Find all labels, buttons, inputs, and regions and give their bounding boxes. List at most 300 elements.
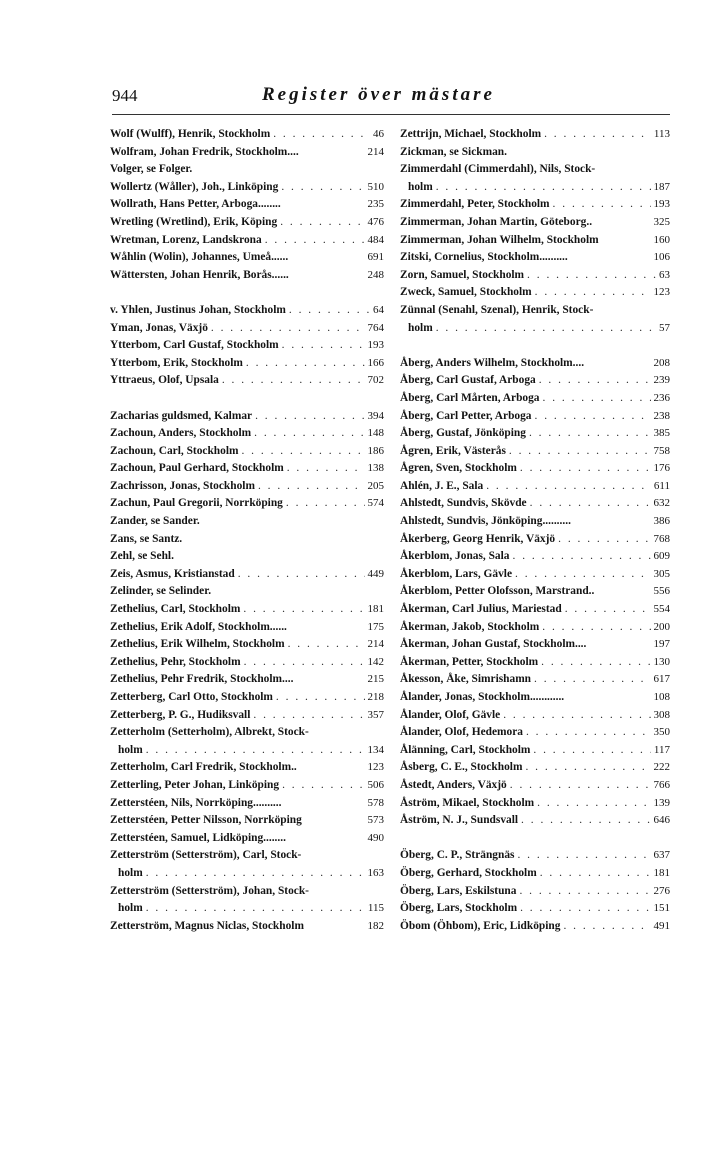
register-entry (110, 161, 384, 179)
entry-page-number: 766 (653, 778, 670, 791)
register-entry (400, 795, 670, 813)
entry-page-number: 305 (653, 567, 670, 580)
entry-name: Zimmerman, Johan Martin, Göteborg.. (400, 215, 593, 228)
dot-leader (258, 478, 365, 496)
entry-name: Ålander, Olof, Hedemora (400, 726, 523, 739)
entry-page-number: 556 (653, 585, 670, 598)
dot-leader (253, 707, 364, 725)
register-entry (110, 654, 384, 672)
dot-leader (146, 865, 365, 883)
entry-page-number: 208 (653, 356, 670, 369)
dot-leader (530, 495, 651, 513)
entry-page-number: 151 (653, 902, 670, 915)
dot-leader (146, 900, 365, 918)
dot-leader (535, 284, 651, 302)
register-entry (400, 443, 670, 461)
entry-page-number: 235 (367, 198, 384, 211)
entry-name: Zimmerdahl, Peter, Stockholm (400, 198, 550, 211)
register-entry (400, 601, 670, 619)
entry-page-number: 108 (653, 691, 670, 703)
dot-leader (565, 601, 651, 619)
entry-page-number: 394 (367, 409, 384, 422)
entry-name: Ågren, Erik, Västerås (400, 444, 506, 457)
entry-name: Wåhlin (Wolin), Johannes, Umeå...... (110, 251, 289, 264)
entry-page-number: 484 (367, 233, 384, 246)
register-entry (400, 847, 670, 865)
register-entry (110, 847, 384, 882)
entry-name: Zetterberg, P. G., Hudiksvall (110, 708, 251, 721)
entry-name: Zetterholm (Setterholm), Albrekt, Stock- (110, 726, 309, 739)
entry-page-number: 142 (367, 655, 384, 668)
dot-leader (527, 267, 656, 285)
entry-page-number: 163 (367, 866, 384, 879)
register-entry (110, 671, 384, 689)
dot-leader (281, 179, 364, 197)
dot-leader (519, 883, 650, 901)
entry-page-number: 490 (367, 831, 384, 844)
dot-leader (509, 443, 651, 461)
dot-leader (537, 795, 650, 813)
register-entry (400, 249, 670, 267)
register-entry (400, 619, 670, 637)
dot-leader (254, 425, 364, 443)
entry-page-number: 574 (367, 497, 384, 510)
entry-page-number: 506 (367, 778, 384, 791)
entry-page-number: 214 (367, 638, 384, 651)
entry-name: Zetterling, Peter Johan, Linköping (110, 778, 280, 791)
entry-name: Åkerblom, Petter Olofsson, Marstrand.. (400, 585, 595, 598)
dot-leader (520, 900, 650, 918)
entry-name: Ahlén, J. E., Sala (400, 479, 484, 492)
right-column (400, 126, 670, 935)
dot-leader (539, 372, 651, 390)
entry-name: Zetterstéen, Petter Nilsson, Norrköping (110, 814, 302, 827)
entry-name: Ålänning, Carl, Stockholm (400, 743, 531, 756)
entry-page-number: 117 (653, 743, 670, 756)
entry-page-number: 385 (653, 427, 670, 440)
dot-leader (273, 126, 370, 144)
entry-page-number: 214 (367, 145, 384, 158)
entry-name: Wolfram, Johan Fredrik, Stockholm.... (110, 145, 299, 158)
entry-name: Åkerblom, Jonas, Sala (400, 550, 510, 563)
entry-name: Åberg, Gustaf, Jönköping (400, 427, 526, 440)
register-entry (110, 548, 384, 566)
entry-page-number: 113 (653, 128, 670, 140)
entry-page-number: 637 (653, 849, 670, 862)
entry-page-number: 197 (653, 638, 670, 651)
entry-name: Öberg, C. P., Strängnäs (400, 849, 515, 862)
register-entry (110, 126, 384, 144)
entry-name: Ahlstedt, Sundvis, Skövde (400, 497, 527, 510)
entry-page-number: 238 (653, 409, 670, 422)
register-entry (400, 372, 670, 390)
register-entry (400, 161, 670, 196)
entry-page-number: 200 (653, 620, 670, 633)
entry-page-number: 646 (653, 814, 670, 827)
register-entry (110, 302, 384, 320)
register-entry (400, 460, 670, 478)
entry-page-number: 491 (653, 919, 670, 932)
entry-name: Öbom (Öhbom), Eric, Lidköping (400, 919, 561, 932)
entry-page-number: 186 (367, 444, 384, 457)
register-entry (110, 372, 384, 390)
entry-page-number: 758 (653, 444, 670, 457)
entry-page-number: 182 (367, 919, 384, 932)
entry-name: Yman, Jonas, Växjö (110, 321, 208, 334)
entry-page-number: 63 (659, 268, 670, 281)
dot-leader (534, 671, 650, 689)
entry-name: Zachrisson, Jonas, Stockholm (110, 479, 255, 492)
register-entry (400, 707, 670, 725)
entry-page-number: 691 (367, 251, 384, 264)
dot-leader (238, 566, 365, 584)
register-entry (400, 425, 670, 443)
entry-name: Åkerman, Petter, Stockholm (400, 655, 539, 668)
dot-leader (520, 460, 651, 478)
register-entry (400, 355, 670, 373)
register-entry (110, 320, 384, 338)
dot-leader (436, 179, 651, 197)
entry-name: Zünnal (Senahl, Szenal), Henrik, Stock- (400, 303, 594, 316)
entry-page-number: 205 (367, 479, 384, 492)
dot-leader (287, 460, 365, 478)
entry-name: Öberg, Lars, Eskilstuna (400, 884, 517, 897)
entry-page-number: 123 (653, 286, 670, 299)
entry-page-number: 611 (653, 479, 670, 492)
register-entry (400, 900, 670, 918)
entry-page-number: 632 (653, 497, 670, 510)
dot-leader (288, 636, 365, 654)
entry-name: Zelinder, se Selinder. (110, 585, 212, 598)
register-entry (400, 759, 670, 777)
entry-page-number: 357 (367, 708, 384, 721)
entry-page-number: 236 (653, 391, 670, 404)
dot-leader (533, 742, 651, 760)
register-entry (110, 232, 384, 250)
entry-name: Wretling (Wretlind), Erik, Köping (110, 215, 278, 228)
entry-page-number: 187 (653, 180, 670, 193)
register-entry (110, 443, 384, 461)
dot-leader (503, 707, 650, 725)
entry-name: Ahlstedt, Sundvis, Jönköping.......... (400, 515, 571, 528)
register-entry (400, 777, 670, 795)
entry-name: Zander, se Sander. (110, 515, 200, 528)
entry-name: Zetterholm, Carl Fredrik, Stockholm.. (110, 761, 297, 774)
dot-leader (541, 654, 650, 672)
entry-name: Zehl, se Sehl. (110, 550, 174, 563)
entry-name: Zetterström (Setterström), Johan, Stock- (110, 884, 309, 897)
entry-continuation: holm (118, 902, 143, 915)
entry-page-number: 176 (653, 462, 670, 475)
dot-leader (241, 443, 364, 461)
register-entry (110, 460, 384, 478)
entry-continuation: holm (408, 321, 433, 334)
entry-name: Zorn, Samuel, Stockholm (400, 268, 525, 281)
entry-name: Zethelius, Erik Adolf, Stockholm...... (110, 620, 287, 633)
dot-leader (282, 777, 364, 795)
entry-page-number: 510 (367, 180, 384, 193)
entry-name: Zettrijn, Michael, Stockholm (400, 128, 542, 140)
register-entry (110, 249, 384, 267)
dot-leader (244, 654, 365, 672)
dot-leader (280, 214, 364, 232)
entry-name: Åsberg, C. E., Stockholm (400, 761, 523, 774)
entry-name: Zachun, Paul Gregorii, Norrköping (110, 497, 283, 510)
entry-name: Åberg, Carl Gustaf, Arboga (400, 374, 536, 387)
entry-page-number: 193 (653, 198, 670, 211)
entry-page-number: 609 (653, 550, 670, 563)
entry-page-number: 764 (367, 321, 384, 334)
entry-name: Åkerberg, Georg Henrik, Växjö (400, 532, 556, 545)
entry-name: Åkerman, Johan Gustaf, Stockholm.... (400, 638, 587, 651)
dot-leader (529, 425, 651, 443)
entry-page-number: 134 (367, 743, 384, 756)
dot-leader (282, 337, 365, 355)
dot-leader (543, 390, 651, 408)
register-entry (400, 583, 670, 601)
entry-page-number: 573 (367, 814, 384, 827)
register-entry (110, 689, 384, 707)
register-entry (110, 425, 384, 443)
entry-name: Öberg, Lars, Stockholm (400, 902, 518, 915)
entry-name: Zethelius, Pehr, Stockholm (110, 655, 241, 668)
register-entry (400, 531, 670, 549)
entry-name: Öberg, Gerhard, Stockholm (400, 866, 537, 879)
dot-leader (265, 232, 365, 250)
entry-page-number: 181 (367, 603, 384, 616)
entry-name: Zetterstéen, Samuel, Lidköping........ (110, 831, 286, 844)
dot-leader (243, 601, 364, 619)
entry-name: Åström, N. J., Sundsvall (400, 814, 519, 827)
dot-leader (542, 619, 650, 637)
register-entry (400, 408, 670, 426)
register-entry (400, 883, 670, 901)
entry-page-number: 175 (367, 620, 384, 633)
page-number: 944 (112, 86, 138, 105)
register-entry (400, 267, 670, 285)
register-entry (110, 531, 384, 549)
dot-leader (286, 495, 365, 513)
register-entry (400, 918, 670, 936)
entry-page-number: 449 (367, 567, 384, 580)
entry-page-number: 115 (367, 902, 384, 915)
dot-leader (436, 320, 656, 338)
register-entry (110, 619, 384, 637)
register-entry (400, 495, 670, 513)
register-entry (400, 812, 670, 830)
dot-leader (510, 777, 651, 795)
entry-name: Wollertz (Wåller), Joh., Linköping (110, 180, 279, 193)
entry-page-number: 702 (367, 374, 384, 387)
register-entry (400, 513, 670, 531)
entry-page-number: 554 (653, 603, 670, 616)
entry-page-number: 160 (653, 233, 670, 246)
register-entry (400, 232, 670, 250)
register-entry (110, 830, 384, 848)
dot-leader (540, 865, 651, 883)
entry-name: Zimmerman, Johan Wilhelm, Stockholm (400, 233, 599, 246)
section-gap (110, 390, 384, 408)
register-entry (400, 214, 670, 232)
entry-name: Wättersten, Johan Henrik, Borås...... (110, 268, 289, 281)
dot-leader (222, 372, 365, 390)
entry-name: Zachoun, Paul Gerhard, Stockholm (110, 462, 284, 475)
register-entry (400, 636, 670, 654)
entry-name: Åkesson, Åke, Simrishamn (400, 673, 532, 686)
register-entry (110, 601, 384, 619)
entry-page-number: 222 (653, 761, 670, 774)
entry-page-number: 386 (653, 515, 670, 528)
entry-page-number: 248 (367, 268, 384, 281)
dot-leader (521, 812, 650, 830)
entry-name: Zetterberg, Carl Otto, Stockholm (110, 691, 273, 703)
register-entry (400, 671, 670, 689)
entry-page-number: 106 (653, 251, 670, 264)
register-entry (400, 654, 670, 672)
entry-page-number: 578 (367, 796, 384, 809)
entry-page-number: 148 (367, 427, 384, 440)
entry-page-number: 325 (653, 215, 670, 228)
page-title: Register över mästare (262, 84, 495, 105)
register-entry (400, 390, 670, 408)
entry-name: Wolf (Wulff), Henrik, Stockholm (110, 128, 271, 140)
register-entry (400, 284, 670, 302)
register-entry (400, 865, 670, 883)
section-gap (110, 284, 384, 302)
register-entry (110, 214, 384, 232)
dot-leader (517, 847, 650, 865)
entry-continuation: holm (118, 743, 143, 756)
entry-continuation: holm (408, 180, 433, 193)
register-entry (400, 196, 670, 214)
entry-page-number: 130 (653, 655, 670, 668)
register-entry (110, 513, 384, 531)
dot-leader (544, 126, 651, 144)
entry-page-number: 139 (653, 796, 670, 809)
entry-name: Ytterbom, Erik, Stockholm (110, 356, 243, 369)
register-entry (110, 355, 384, 373)
register-entry (110, 408, 384, 426)
register-entry (400, 126, 670, 144)
entry-name: Wretman, Lorenz, Landskrona (110, 233, 262, 246)
dot-leader (246, 355, 365, 373)
left-column (110, 126, 384, 935)
entry-name: Åberg, Carl Mårten, Arboga (400, 391, 540, 404)
register-entry (110, 566, 384, 584)
entry-name: v. Yhlen, Justinus Johan, Stockholm (110, 303, 286, 316)
entry-name: Zweck, Samuel, Stockholm (400, 286, 532, 299)
entry-page-number: 617 (653, 673, 670, 686)
dot-leader (535, 408, 651, 426)
register-entry (110, 495, 384, 513)
entry-page-number: 350 (653, 726, 670, 739)
register-entry (110, 636, 384, 654)
entry-name: Zeis, Asmus, Kristianstad (110, 567, 235, 580)
register-entry (400, 566, 670, 584)
entry-name: Åkerblom, Lars, Gävle (400, 567, 512, 580)
register-entry (110, 144, 384, 162)
entry-name: Ålander, Jonas, Stockholm............ (400, 691, 565, 703)
entry-page-number: 123 (367, 761, 384, 774)
register-entry (110, 583, 384, 601)
entry-name: Zitski, Cornelius, Stockholm.......... (400, 251, 568, 264)
register-entry (110, 883, 384, 918)
dot-leader (563, 918, 650, 936)
dot-leader (486, 478, 651, 496)
entry-page-number: 218 (367, 691, 384, 703)
entry-name: Zimmerdahl (Cimmerdahl), Nils, Stock- (400, 163, 596, 176)
entry-continuation: holm (118, 866, 143, 879)
entry-name: Zethelius, Carl, Stockholm (110, 603, 241, 616)
entry-page-number: 768 (653, 532, 670, 545)
entry-name: Åkerman, Carl Julius, Mariestad (400, 603, 562, 616)
register-entry (110, 724, 384, 759)
dot-leader (211, 320, 365, 338)
register-entry (400, 548, 670, 566)
entry-name: Åberg, Anders Wilhelm, Stockholm.... (400, 356, 585, 369)
entry-name: Zetterström (Setterström), Carl, Stock- (110, 849, 302, 862)
entry-name: Zachoun, Anders, Stockholm (110, 427, 252, 440)
entry-page-number: 166 (367, 356, 384, 369)
page-header (112, 84, 670, 115)
entry-page-number: 308 (653, 708, 670, 721)
register-entry (110, 918, 384, 936)
section-gap (400, 337, 670, 355)
entry-name: Zachoun, Carl, Stockholm (110, 444, 239, 457)
entry-name: Zethelius, Erik Wilhelm, Stockholm (110, 638, 285, 651)
register-entry (400, 724, 670, 742)
register-entry (110, 478, 384, 496)
register-entry (110, 267, 384, 285)
register-entry (400, 302, 670, 337)
entry-page-number: 239 (653, 374, 670, 387)
entry-name: Ålander, Olof, Gävle (400, 708, 501, 721)
entry-name: Zetterström, Magnus Niclas, Stockholm (110, 919, 304, 932)
entry-page-number: 193 (367, 339, 384, 352)
register-entry (110, 707, 384, 725)
entry-page-number: 46 (373, 128, 384, 140)
register-entry (400, 478, 670, 496)
register-entry (110, 179, 384, 197)
entry-page-number: 57 (659, 321, 670, 334)
entry-name: Åkerman, Jakob, Stockholm (400, 620, 540, 633)
entry-page-number: 215 (367, 673, 384, 686)
register-entry (110, 777, 384, 795)
dot-leader (276, 689, 365, 707)
entry-name: Åström, Mikael, Stockholm (400, 796, 535, 809)
entry-name: Ågren, Sven, Stockholm (400, 462, 517, 475)
entry-name: Yttraeus, Olof, Upsala (110, 374, 219, 387)
dot-leader (525, 759, 650, 777)
register-entry (400, 689, 670, 707)
dot-leader (515, 566, 651, 584)
section-gap (400, 830, 670, 848)
dot-leader (526, 724, 651, 742)
entry-name: Zickman, se Sickman. (400, 145, 507, 158)
dot-leader (513, 548, 651, 566)
entry-name: Zethelius, Pehr Fredrik, Stockholm.... (110, 673, 294, 686)
register-entry (110, 795, 384, 813)
entry-name: Zans, se Santz. (110, 532, 183, 545)
entry-name: Zacharias guldsmed, Kalmar (110, 409, 253, 422)
entry-name: Ytterbom, Carl Gustaf, Stockholm (110, 339, 279, 352)
register-entry (400, 144, 670, 162)
entry-name: Åberg, Carl Petter, Arboga (400, 409, 532, 422)
entry-name: Zetterstéen, Nils, Norrköping.......... (110, 796, 282, 809)
entry-page-number: 181 (653, 866, 670, 879)
register-entry (110, 196, 384, 214)
entry-name: Åstedt, Anders, Växjö (400, 778, 507, 791)
